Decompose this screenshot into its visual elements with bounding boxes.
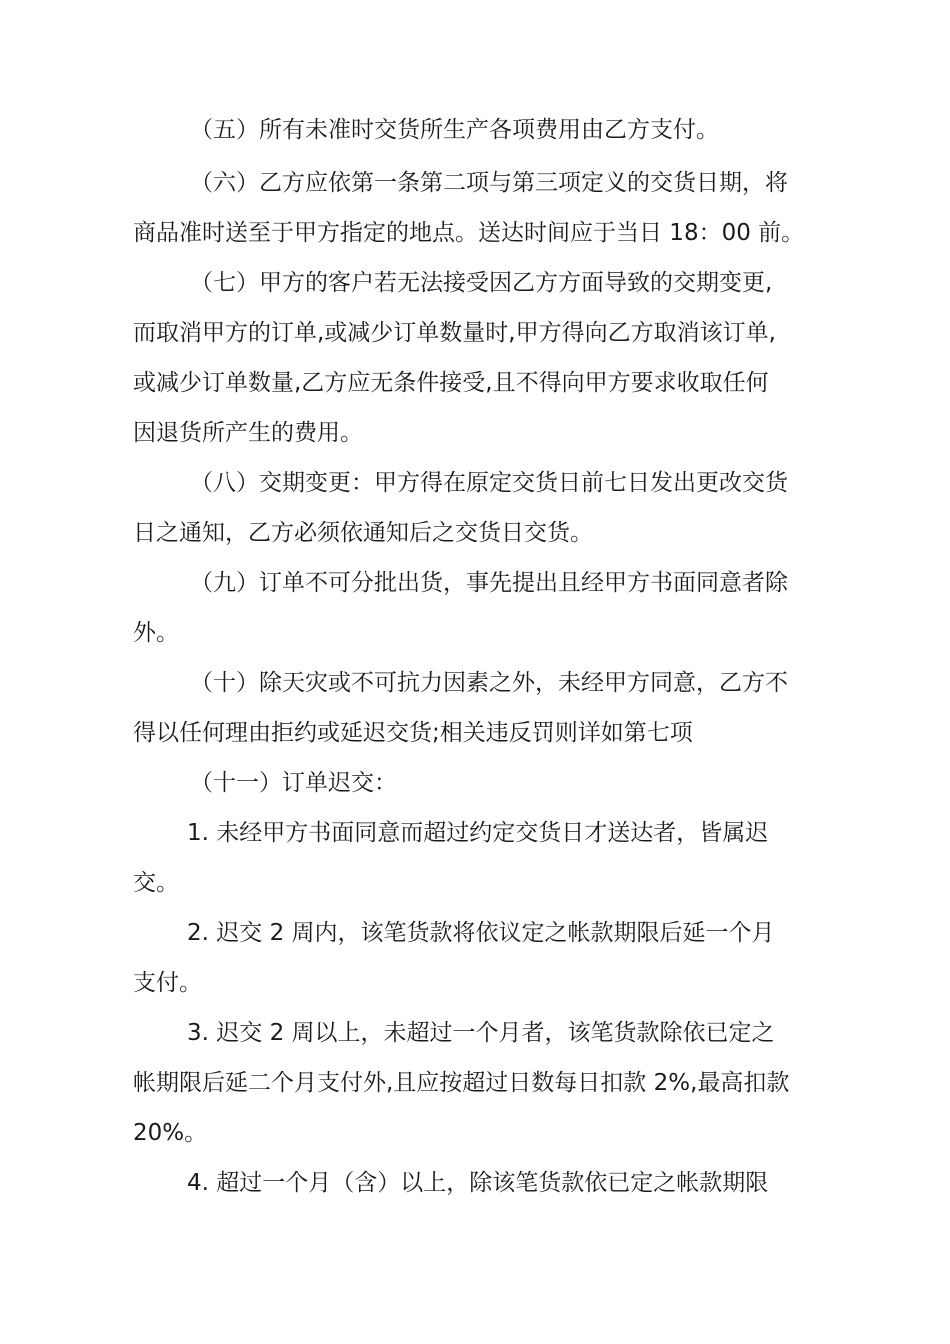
text-line: （九）订单不可分批出货，事先提出且经甲方书面同意者除 — [190, 570, 788, 596]
text-line: 而取消甲方的订单,或减少订单数量时,甲方得向乙方取消该订单, — [133, 320, 776, 346]
text-line: 支付。 — [133, 970, 202, 996]
text-line: （六）乙方应依第一条第二项与第三项定义的交货日期，将 — [190, 170, 788, 196]
list-item: 3. 迟交 2 周以上，未超过一个月者，该笔货款除依已定之 — [187, 1020, 775, 1046]
text-line: 外。 — [133, 620, 179, 646]
list-item: 4. 超过一个月（含）以上，除该笔货款依已定之帐款期限 — [187, 1170, 769, 1196]
text-line: 交。 — [133, 870, 179, 896]
list-item: 1. 未经甲方书面同意而超过约定交货日才送达者，皆属迟 — [187, 820, 769, 846]
text-line: 得以任何理由拒约或延迟交货;相关违反罚则详如第七项 — [133, 720, 693, 746]
text-line: 20%。 — [133, 1120, 208, 1146]
text-line: （八）交期变更：甲方得在原定交货日前七日发出更改交货 — [190, 470, 788, 496]
text-line: 或减少订单数量,乙方应无条件接受,且不得向甲方要求收取任何 — [133, 370, 769, 396]
text-line: 商品准时送至于甲方指定的地点。送达时间应于当日 18：00 前。 — [133, 220, 805, 246]
text-line: 因退货所产生的费用。 — [133, 420, 363, 446]
text-line: （十）除天灾或不可抗力因素之外，未经甲方同意，乙方不 — [190, 670, 788, 696]
text-line: 日之通知，乙方必须依通知后之交货日交货。 — [133, 520, 593, 546]
text-line: 帐期限后延二个月支付外,且应按超过日数每日扣款 2%,最高扣款 — [133, 1070, 790, 1096]
list-item: 2. 迟交 2 周内，该笔货款将依议定之帐款期限后延一个月 — [187, 920, 775, 946]
text-line: （五）所有未准时交货所生产各项费用由乙方支付。 — [190, 117, 719, 143]
text-line: （十一）订单迟交： — [190, 770, 397, 796]
text-line: （七）甲方的客户若无法接受因乙方方面导致的交期变更, — [190, 270, 773, 296]
